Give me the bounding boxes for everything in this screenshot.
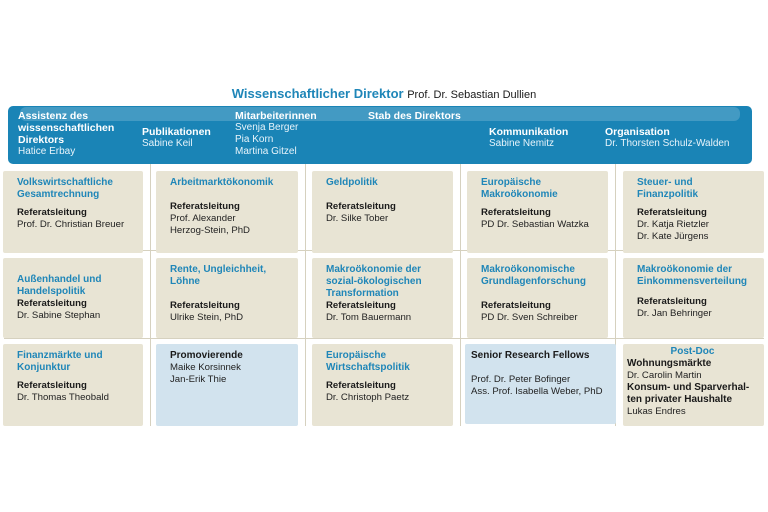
unit-sub: Referatsleitung <box>170 300 240 311</box>
unit-person: Dr. Tom Bauermann <box>326 312 412 323</box>
unit-sub: Referatsleitung <box>326 300 396 311</box>
connector-line <box>4 338 764 339</box>
staff-mitarbeiterinnen <box>235 110 335 158</box>
staff-title: Assistenz des wissenschaftlichen Direktors <box>18 110 115 146</box>
director-heading <box>0 86 768 101</box>
senior-person: Ass. Prof. Isabella Weber, PhD <box>471 386 603 397</box>
postdoc-person: Lukas Endres <box>627 406 686 417</box>
unit-person: Dr. Christoph Paetz <box>326 392 410 403</box>
promovierende-person: Jan-Erik Thie <box>170 374 227 385</box>
staff-title: Publikationen <box>142 126 211 138</box>
unit-europaeische-wirtschaftspolitik <box>312 344 453 426</box>
staff-person: Dr. Thorsten Schulz-Walden <box>605 138 730 149</box>
unit-sub: Referatsleitung <box>326 380 396 391</box>
unit-sub: Referatsleitung <box>637 207 707 218</box>
unit-aussenhandel <box>3 258 143 338</box>
staff-organisation <box>605 126 750 150</box>
postdoc-box <box>623 344 764 426</box>
staff-title: Kommunikation <box>489 126 569 138</box>
staff-person: Pia Korn <box>235 134 274 145</box>
staff-publikationen <box>142 126 232 150</box>
unit-person: PD Dr. Sven Schreiber <box>481 312 578 323</box>
promovierende-person: Maike Korsinnek <box>170 362 241 373</box>
unit-person: Ulrike Stein, PhD <box>170 312 244 323</box>
unit-sub: Referatsleitung <box>17 380 87 391</box>
staff-person: Hatice Erbay <box>18 146 76 157</box>
unit-rente-ungleichheit-loehne <box>156 258 298 338</box>
unit-europaeische-makrooekonomie <box>467 171 608 253</box>
senior-person: Prof. Dr. Peter Bofinger <box>471 374 571 385</box>
staff-kommunikation <box>489 126 599 150</box>
unit-sozial-oekologische-transformation <box>312 258 453 338</box>
unit-finanzmaerkte-konjunktur <box>3 344 143 426</box>
director-name: Prof. Dr. Sebastian Dullien <box>407 89 537 101</box>
unit-title: Europäische Makroökonomie <box>481 177 558 200</box>
unit-title: Außenhandel und Handelspolitik <box>17 274 102 297</box>
promovierende-title: Promovierende <box>170 350 243 361</box>
unit-title: Geldpolitik <box>326 177 378 188</box>
unit-sub: Referatsleitung <box>170 201 240 212</box>
postdoc-title: Post-Doc <box>670 346 715 357</box>
unit-title: Makroökonomie der sozial-ökologischen Transformation <box>326 264 422 299</box>
staff-stab <box>368 110 478 122</box>
unit-person: Dr. Silke Tober <box>326 213 389 224</box>
postdoc-group: Wohnungsmärkte <box>627 358 712 369</box>
unit-person: Dr. Thomas Theobald <box>17 392 109 403</box>
unit-title: Makroökonomie der Einkommensverteilung <box>637 264 748 287</box>
unit-person: Dr. Sabine Stephan <box>17 310 101 321</box>
connector-line <box>460 164 461 426</box>
unit-grundlagenforschung <box>467 258 608 338</box>
unit-person: Dr. Jan Behringer <box>637 308 712 319</box>
staff-bar <box>8 106 752 164</box>
unit-title: Europäische Wirtschaftspolitik <box>326 350 410 373</box>
unit-title: Makroökonomische Grundlagenforschung <box>481 264 586 287</box>
unit-arbeitmarktoekonomik <box>156 171 298 253</box>
postdoc-person: Dr. Carolin Martin <box>627 370 702 381</box>
staff-person: Martina Gitzel <box>235 146 297 157</box>
staff-title: Organisation <box>605 126 670 138</box>
promovierende-box <box>156 344 298 426</box>
senior-title: Senior Research Fellows <box>471 350 590 361</box>
staff-assistenz <box>18 110 136 158</box>
unit-sub: Referatsleitung <box>17 298 87 309</box>
unit-title: Arbeitmarktökonomik <box>170 177 274 188</box>
unit-sub: Referatsleitung <box>17 207 87 218</box>
staff-person: Sabine Nemitz <box>489 138 555 149</box>
unit-person: Prof. Dr. Christian Breuer <box>17 219 125 230</box>
director-role: Wissenschaftlicher Direktor <box>231 86 404 101</box>
staff-title: Mitarbeiterinnen <box>235 110 317 122</box>
unit-einkommensverteilung <box>623 258 764 338</box>
postdoc-group: Konsum- und Sparverhal-ten privater Haushalte <box>627 382 750 405</box>
unit-person: Dr. Kate Jürgens <box>637 231 709 242</box>
unit-person: PD Dr. Sebastian Watzka <box>481 219 589 230</box>
unit-sub: Referatsleitung <box>481 207 551 218</box>
staff-person: Sabine Keil <box>142 138 193 149</box>
staff-person: Svenja Berger <box>235 122 299 133</box>
unit-person: Prof. Alexander <box>170 213 236 224</box>
unit-volkswirtschaftliche-gesamtrechnung <box>3 171 143 253</box>
unit-title: Finanzmärkte und Konjunktur <box>17 350 103 373</box>
unit-sub: Referatsleitung <box>326 201 396 212</box>
unit-geldpolitik <box>312 171 453 253</box>
unit-person: Herzog-Stein, PhD <box>170 225 250 236</box>
connector-line <box>150 164 151 426</box>
staff-title: Stab des Direktors <box>368 110 461 122</box>
unit-title: Steuer- und Finanzpolitik <box>637 177 699 200</box>
unit-sub: Referatsleitung <box>481 300 551 311</box>
unit-title: Volkswirtschaftliche Gesamtrechnung <box>17 177 113 200</box>
unit-title: Rente, Ungleichheit, Löhne <box>170 264 267 287</box>
senior-research-fellows-box <box>465 344 616 424</box>
unit-sub: Referatsleitung <box>637 296 707 307</box>
unit-person: Dr. Katja Rietzler <box>637 219 709 230</box>
connector-line <box>305 164 306 426</box>
unit-steuer-finanzpolitik <box>623 171 764 253</box>
